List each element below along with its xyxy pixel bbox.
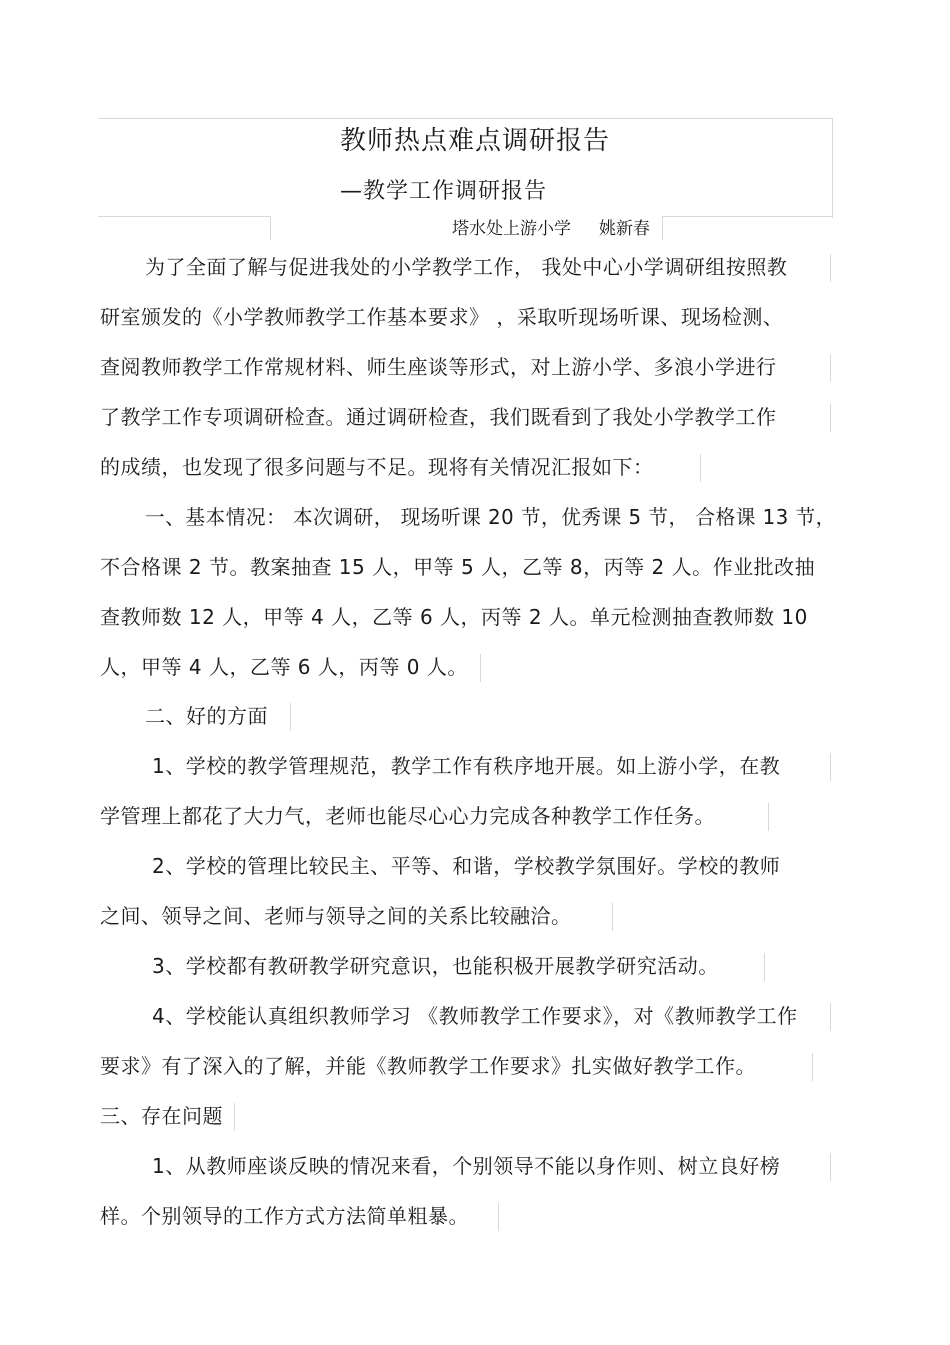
frame-left-tick: [270, 216, 271, 240]
frame-top-rule: [98, 118, 833, 119]
line-edge-tick: [498, 1203, 499, 1231]
line-edge-tick: [234, 1103, 235, 1131]
body-line: 学管理上都花了大力气，老师也能尽心心力完成各种教学工作任务。: [100, 804, 715, 828]
body-line: 1、学校的教学管理规范，教学工作有秩序地开展。如上游小学，在教: [152, 754, 781, 778]
body-line: 3、学校都有教研教学研究意识，也能积极开展教学研究活动。: [152, 954, 719, 978]
body-line: 1、从教师座谈反映的情况来看，个别领导不能以身作则、树立良好榜: [152, 1154, 781, 1178]
line-edge-tick: [830, 404, 831, 432]
line-edge-tick: [830, 1153, 831, 1181]
line-edge-tick: [700, 454, 701, 482]
line-edge-tick: [768, 803, 769, 831]
frame-mid-rule-left: [98, 216, 270, 217]
body-line: 样。个别领导的工作方式方法简单粗暴。: [100, 1204, 469, 1228]
body-line: 不合格课 2 节。教案抽查 15 人，甲等 5 人，乙等 8，丙等 2 人。作业批改抽: [100, 555, 816, 579]
body-line: 了教学工作专项调研检查。通过调研检查，我们既看到了我处小学教学工作: [100, 405, 777, 429]
body-line: 为了全面了解与促进我处的小学教学工作， 我处中心小学调研组按照教: [145, 255, 788, 279]
author-line: [452, 217, 650, 241]
body-line: 研室颁发的《小学教师教学工作基本要求》 ，采取听现场听课、现场检测、: [100, 305, 784, 329]
author-name: 姚新春: [599, 219, 650, 239]
line-edge-tick: [480, 654, 481, 682]
line-edge-tick: [290, 703, 291, 731]
line-edge-tick: [830, 1003, 831, 1031]
author-school: 塔水处上游小学: [452, 219, 571, 239]
document-subtitle: —教学工作调研报告: [340, 179, 548, 204]
body-line: 查教师数 12 人，甲等 4 人，乙等 6 人，丙等 2 人。单元检测抽查教师数 10: [100, 605, 808, 629]
frame-right-tick: [662, 216, 663, 240]
line-edge-tick: [830, 354, 831, 382]
body-line: 之间、领导之间、老师与领导之间的关系比较融洽。: [100, 904, 572, 928]
document-title: 教师热点难点调研报告: [339, 126, 610, 156]
body-line: 2、学校的管理比较民主、平等、和谐，学校教学氛围好。学校的教师: [152, 854, 781, 878]
line-edge-tick: [764, 953, 765, 981]
line-edge-tick: [612, 903, 613, 931]
body-line: 的成绩，也发现了很多问题与不足。现将有关情况汇报如下：: [100, 455, 654, 479]
body-line: 人，甲等 4 人，乙等 6 人，丙等 0 人。: [100, 655, 468, 679]
section-heading: 三、存在问题: [100, 1104, 223, 1128]
body-line: 4、学校能认真组织教师学习 《教师教学工作要求》，对《教师教学工作: [152, 1004, 798, 1028]
line-edge-tick: [830, 753, 831, 781]
body-line: 要求》有了深入的了解，并能《教师教学工作要求》扎实做好教学工作。: [100, 1054, 756, 1078]
body-line: 查阅教师教学工作常规材料、师生座谈等形式，对上游小学、多浪小学进行: [100, 355, 777, 379]
body-line: 一、基本情况： 本次调研， 现场听课 20 节，优秀课 5 节， 合格课 13 节，: [145, 505, 836, 529]
frame-mid-rule-right: [662, 216, 833, 217]
section-heading: 二、好的方面: [145, 704, 268, 728]
line-edge-tick: [812, 1053, 813, 1081]
line-edge-tick: [830, 254, 831, 282]
